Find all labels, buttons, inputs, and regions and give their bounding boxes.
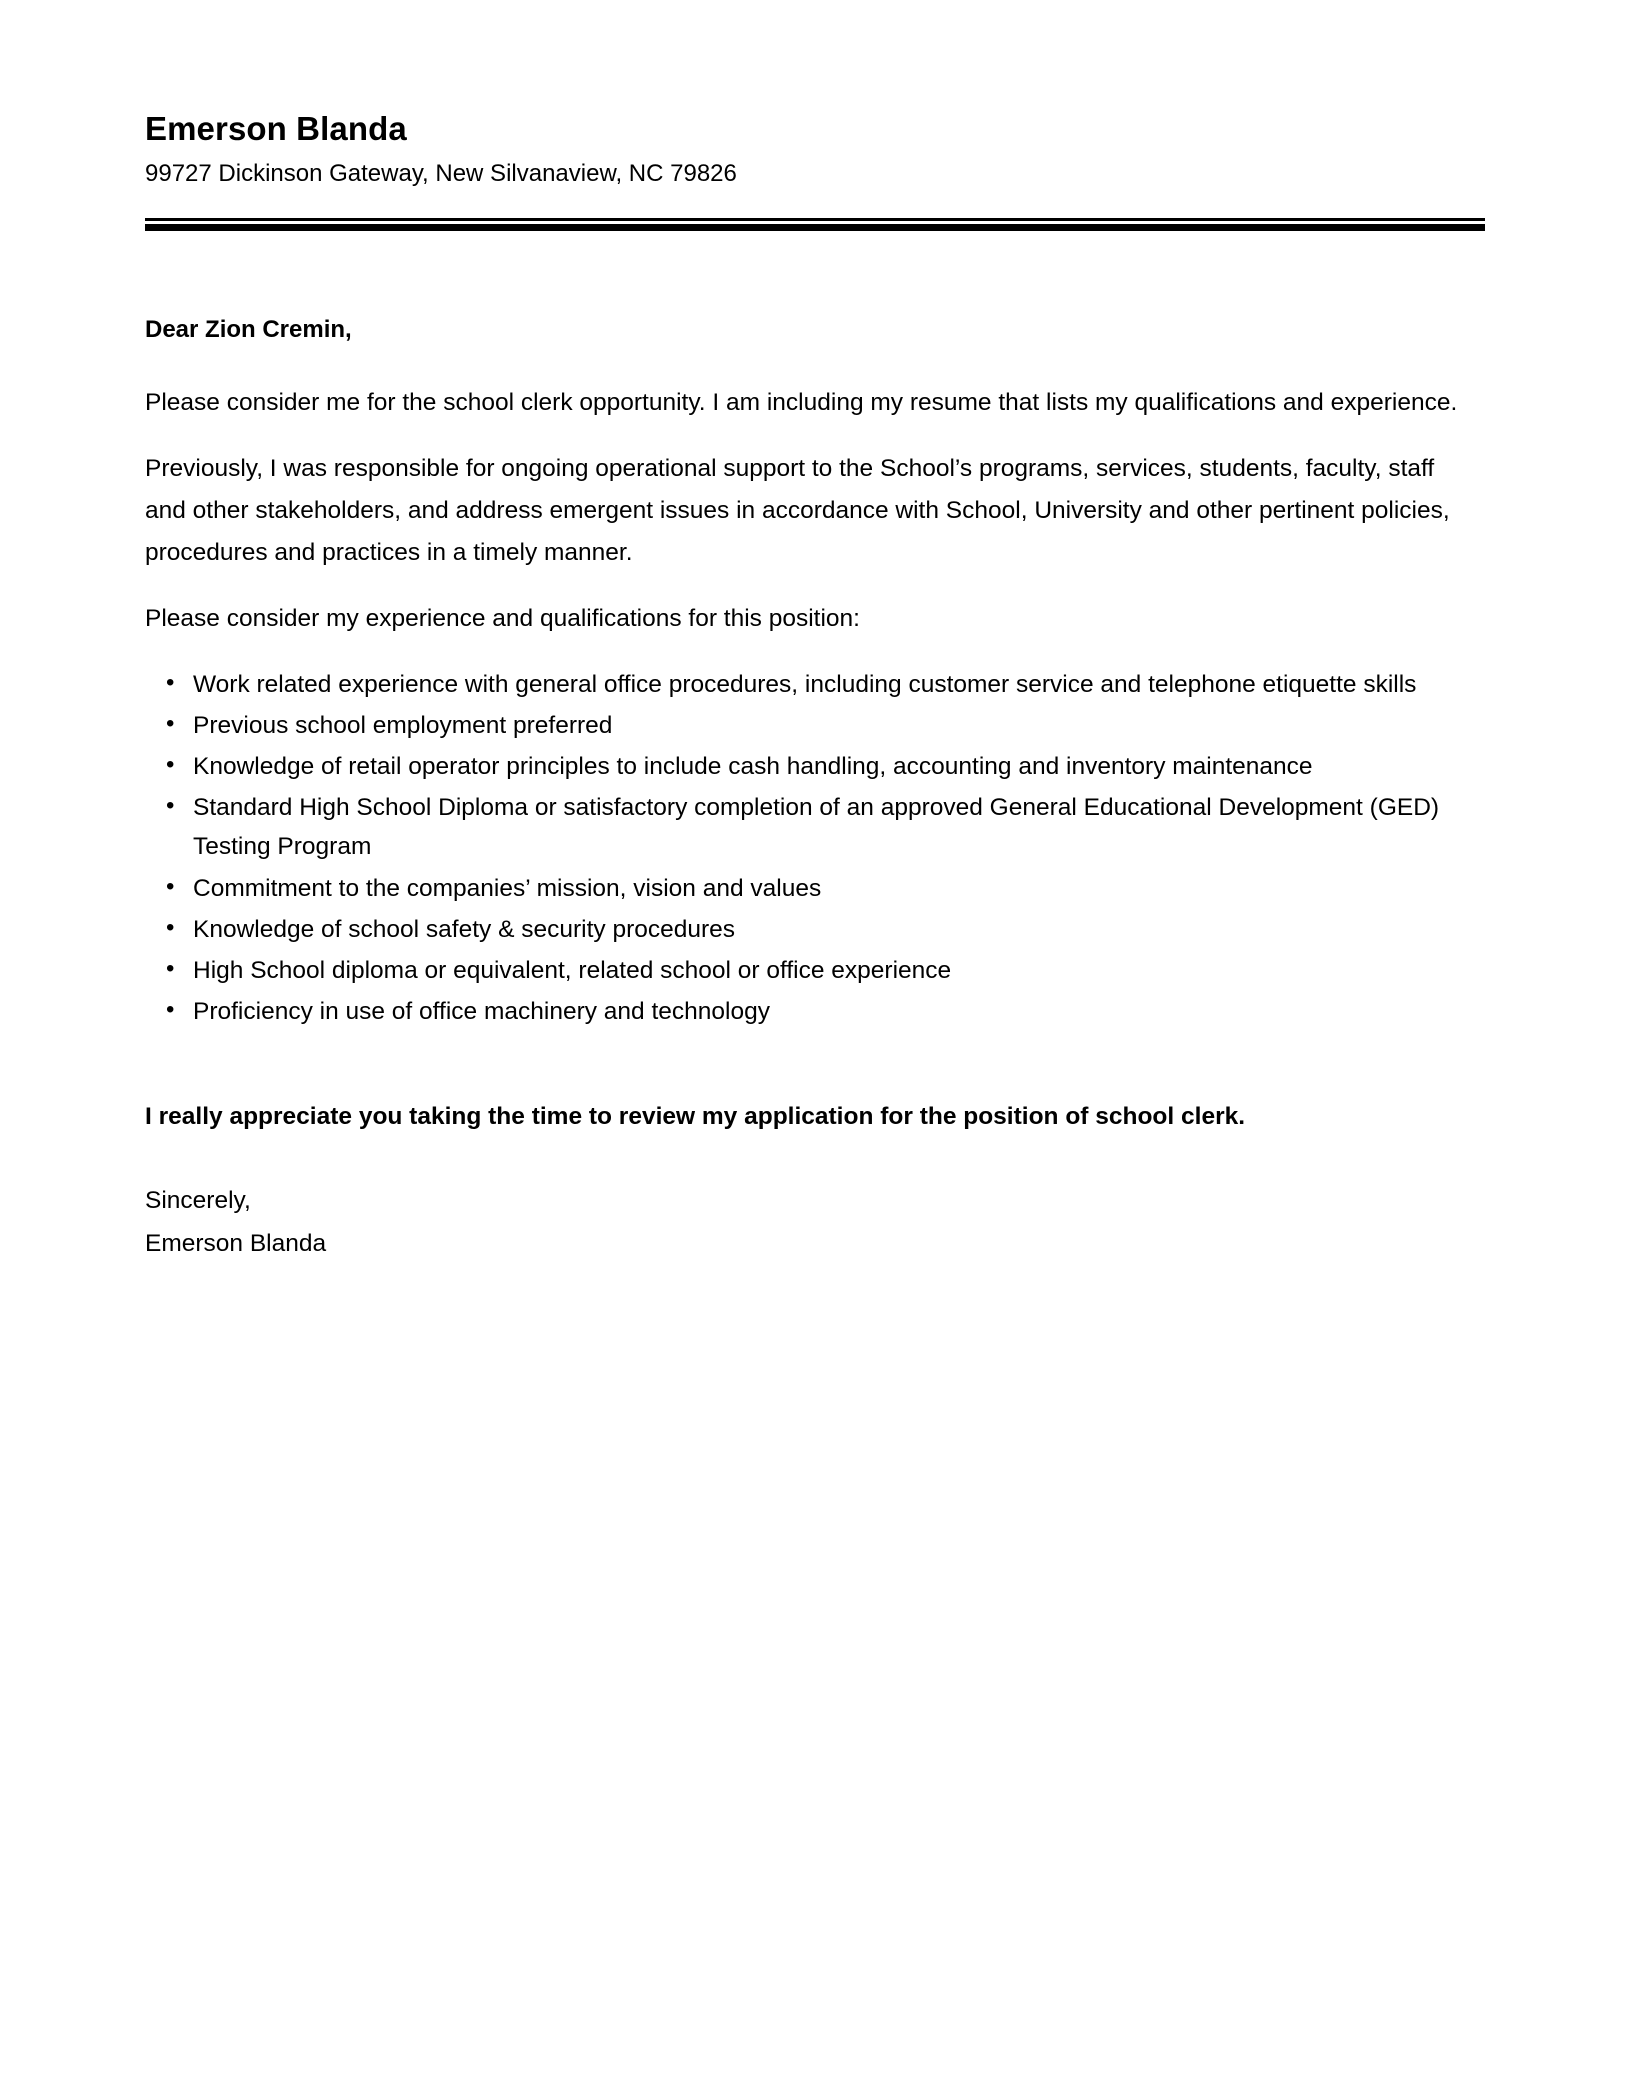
- salutation: Dear Zion Cremin,: [145, 316, 352, 344]
- sender-name: Emerson Blanda: [145, 110, 407, 147]
- letterhead-divider: [145, 218, 1485, 231]
- letterhead: [145, 108, 1487, 231]
- paragraph-intro: Please consider me for the school clerk opportunity. I am including my resume that lists my qualifications and experience.: [145, 388, 1458, 416]
- paragraph-experience: Previously, I was responsible for ongoing operational support to the School’s programs, services, students, faculty, staff and other stakeholders, and address emergent issues in accordance with School, University and other pertinent policies, procedures and practices in a timely manner.: [145, 455, 1450, 567]
- qualifications-list: [145, 665, 1455, 1032]
- list-item: • Knowledge of retail operator principles to include cash handling, accounting and inventory maintenance: [145, 747, 1455, 786]
- list-item: • High School diploma or equivalent, related school or office experience: [145, 951, 1455, 990]
- list-item: • Previous school employment preferred: [145, 706, 1455, 745]
- list-item: • Proficiency in use of office machinery and technology: [145, 992, 1455, 1031]
- signature-name: Emerson Blanda: [145, 1229, 327, 1257]
- list-item: • Work related experience with general office procedures, including customer service and telephone etiquette skills: [145, 665, 1455, 704]
- signoff-salutation: Sincerely,: [145, 1187, 251, 1215]
- paragraph-list-intro: Please consider my experience and qualifications for this position:: [145, 605, 860, 633]
- signature-block: [145, 1180, 1487, 1264]
- closing-statement: I really appreciate you taking the time to review my application for the position of school clerk.: [145, 1103, 1246, 1131]
- list-item: • Standard High School Diploma or satisfactory completion of an approved General Educational Development (GED) Testing Program: [145, 788, 1455, 866]
- list-item: • Knowledge of school safety & security procedures: [145, 910, 1455, 949]
- divider-thick-line: [145, 224, 1485, 231]
- list-item: • Commitment to the companies’ mission, vision and values: [145, 869, 1455, 908]
- sender-address: 99727 Dickinson Gateway, New Silvanaview, NC 79826: [145, 160, 737, 188]
- letter-body: [145, 313, 1487, 1265]
